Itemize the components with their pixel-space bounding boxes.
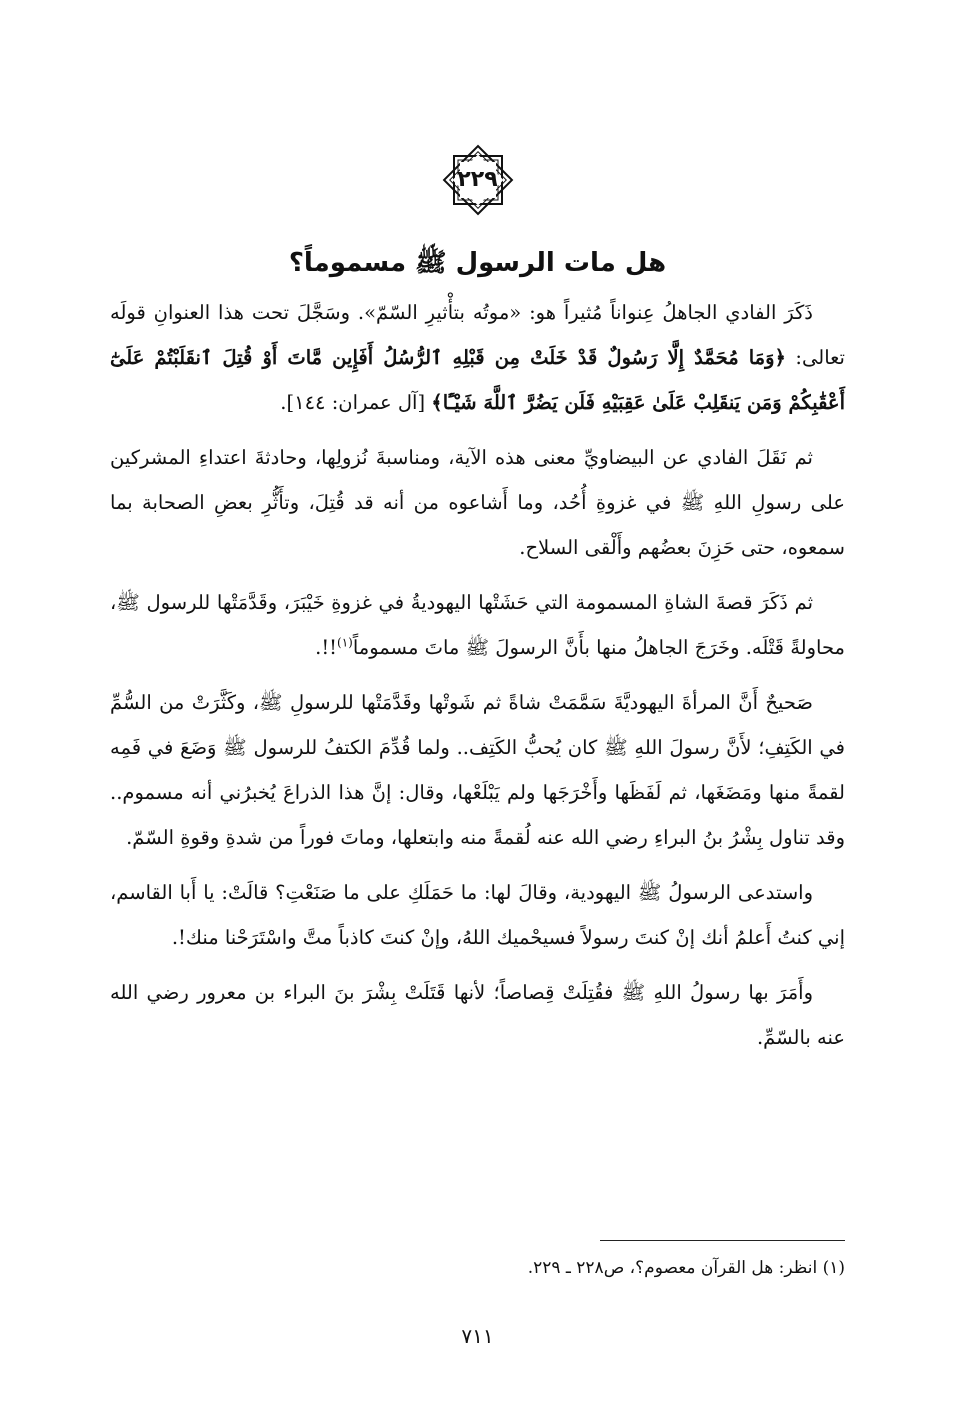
chapter-number-badge xyxy=(438,140,518,220)
footnote-divider xyxy=(600,1240,845,1241)
paragraph-1-text: ذَكَرَ الفادي الجاهلُ عِنواناً مُثيراً هو: «موتُه بتأْثيرِ السّمّ». وسَجَّلَ تحت هذا العنوانِ قولَه تعالى: xyxy=(110,301,845,369)
book-page xyxy=(110,0,845,1412)
page-number: ٧١١ xyxy=(461,1324,494,1348)
paragraph-5: واستدعى الرسولُ ﷺ اليهودية، وقالَ لها: ما حَمَلَكِ على ما صَنَعْتِ؟ قالَتْ: يا أَبا القاسم، إني كنتُ أَعلمُ أنك إنْ كنتَ رسولاً فسيحْميك اللهُ، وإنْ كنتَ كاذباً متَّ واسْتَرَحْنا منك!. xyxy=(110,881,845,949)
paragraph-1 xyxy=(110,290,845,425)
paragraph-4: صَحيحٌ أَنَّ المرأةَ اليهوديَّةَ سَمَّمَتْ شاةً ثم شَوتْها وقَدَّمَتْها للرسولِ ﷺ، وكَثَّرَتْ من السُّمِّ في الكَتِفِ؛ لأَنَّ رسولَ اللهِ ﷺ كان يُحبُّ الكَتِف.. ولما قُدِّمَ الكتفُ للرسول ﷺ وَضَعَ في فَمِه لقمةً منها ومَضَغَها، ثم لَفَظَها وأَخْرَجَها ولم يَبْلَعْها، وقال: إنَّ هذا الذراعَ يُخبرُني أنه مسموم.. وقد تناول بِشْرُ بنُ البراءِ رضي الله عنه لُقمةً منه وابتعلها، وماتَ فوراً من شدةِ وقوةِ السّمّ. xyxy=(110,691,845,849)
paragraph-6: وأَمَرَ بها رسولُ اللهِ ﷺ فقُتِلَتْ قِصاصاً؛ لأنها قَتَلَتْ بِشْرَ بنَ البراء بن معرور رضي الله عنه بالسّمِّ. xyxy=(110,981,845,1049)
paragraph-3 xyxy=(110,580,845,670)
paragraph-3-ending: !!. xyxy=(315,636,337,659)
chapter-title: هل مات الرسول ﷺ مسموماً؟ xyxy=(288,248,667,279)
body-text xyxy=(110,290,845,1070)
footnote: (١) انظر: هل القرآن معصوم؟، ص٢٢٨ ـ ٢٢٩. xyxy=(527,1258,845,1278)
quran-verse: ﴿وَمَا مُحَمَّدٌ إِلَّا رَسُولٌ قَدْ خَلَتْ مِن قَبْلِهِ ٱلرُّسُلُ أَفَإِين مَّاتَ أَوْ قُتِلَ ٱنقَلَبْتُمْ عَلَىٰٓ أَعْقَٰبِكُمْ وَمَن يَنقَلِبْ عَلَىٰ عَقِبَيْهِ فَلَن يَضُرَّ ٱللَّهَ شَيْـًٔا﴾ xyxy=(110,346,845,414)
paragraph-3-text: ثم ذَكَرَ قصةَ الشاةِ المسمومة التي حَشَتْها اليهوديةُ في غزوةِ خَيْبَرَ، وقَدَّمَتْها للرسول ﷺ، محاولةً قَتْلَه. وخَرَجَ الجاهلُ منها بأَنَّ الرسولَ ﷺ ماتَ مسموماً xyxy=(110,591,845,659)
verse-reference: [آل عمران: ١٤٤]. xyxy=(280,391,432,414)
paragraph-2: ثم نَقَلَ الفادي عن البيضاويِّ معنى هذه الآية، ومناسبةَ نُزولِها، وحادثةَ اعتداءِ المشركين على رسولِ اللهِ ﷺ في غزوةِ أُحُد، وما أَشاعوه من أنه قد قُتِلَ، وتأَثُّرِ بعضِ الصحابة بما سمعوه، حتى حَزِنَ بعضُهم وأَلْقى السلاح. xyxy=(110,446,845,559)
chapter-number: ٢٢٩ xyxy=(457,167,498,192)
footnote-reference[interactable]: (١) xyxy=(337,635,353,650)
